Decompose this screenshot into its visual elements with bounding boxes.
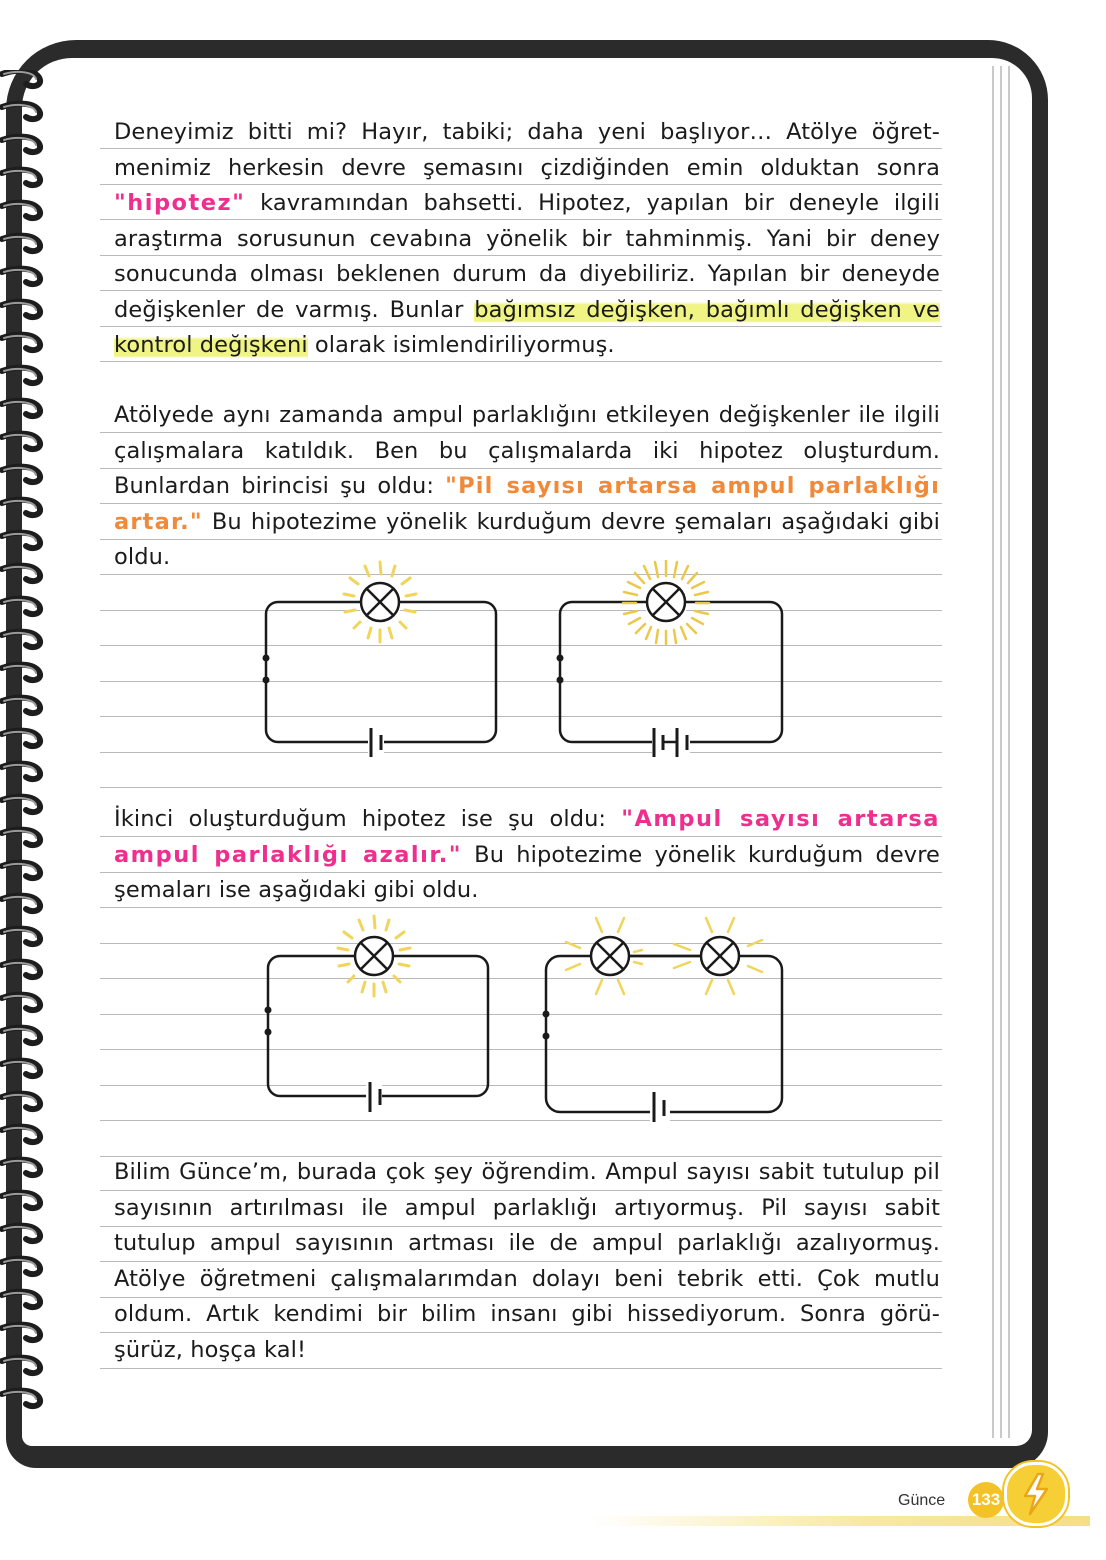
circuit-one-bulb-one-cell (265, 916, 489, 1112)
hipotez-term: "hipotez" (114, 190, 246, 216)
ruled-line (100, 1368, 942, 1369)
lightning-bolt-icon (1007, 1465, 1065, 1523)
first-hypothesis: "Pil sayısı artarsa ampul parlaklığı artar." (114, 473, 940, 535)
paragraph-text: Deneyimiz bitti mi? Hayır, tabiki; daha yeni başlıyor… Atölye öğret-menimiz herkesin devre şemasını çizdiğinden emin olduktan sonra (114, 119, 940, 181)
margin-line (1000, 66, 1002, 1438)
circuit-two-cells-one-bulb (557, 560, 783, 758)
paragraph-text: Bu hipotezime yönelik kurduğum devre şemaları ise aşağıdaki gibi oldu. (114, 841, 940, 903)
paragraph-text: olarak isimlendiriliyormuş. (307, 332, 615, 358)
second-hypothesis: "Ampul sayısı artarsa ampul parlaklığı azalır." (114, 806, 940, 868)
highlighted-variables: bağımsız değişken, bağımlı değişken ve kontrol değişkeni (114, 296, 940, 358)
circuit-two-bulbs-one-cell (543, 918, 783, 1124)
page-number: 133 (968, 1482, 1004, 1518)
spiral-binding (0, 70, 60, 1430)
paragraph-first-hypothesis (114, 398, 940, 576)
paragraph-text: Bu hipotezime yönelik kurduğum devre şemaları aşağıdaki gibi oldu. (114, 508, 940, 570)
footer-badge (1004, 1462, 1068, 1526)
paragraph-intro (114, 115, 940, 364)
margin-line (992, 66, 994, 1438)
paragraph-second-hypothesis (114, 802, 940, 909)
footer-label: Günce (898, 1492, 946, 1509)
paragraph-text: İkinci oluşturduğum hipotez ise şu oldu: (114, 806, 622, 832)
paragraph-conclusion: Bilim Günce’m, burada çok şey öğrendim. Ampul sayısı sabit tutulup pil sayısının artırılması ile ampul parlaklığı artıyormuş. Pil sayısı sabit tutulup ampul sayısının artması ile de ampul parlaklığı azalıyormuş. Atölye öğretmeni çalışmalarımdan dolayı beni tebrik etti. Çok mutlu oldum. Artık kendimi bir bilim insanı gibi hissediyorum. Sonra görü-şürüz, hoşça kal! (114, 1159, 940, 1363)
circuit-set-bulb-count (250, 912, 810, 1124)
paragraph-text: Atölyede aynı zamanda ampul parlaklığını etkileyen değişkenler ile ilgili çalışmalara katıldık. Ben bu çalışmalarda iki hipotez oluşturdum. Bunlardan birincisi şu oldu: (114, 402, 940, 499)
paragraph-text: kavramından bahsetti. Hipotez, yapılan bir deneyle ilgili araştırma sorusunun cevabına yönelik bir tahminmiş. Yani bir deney sonucunda olması beklenen durum da diyebiliriz. Yapılan bir deneyde değişkenler de varmış. Bunlar (114, 190, 940, 323)
margin-line (1008, 66, 1010, 1438)
circuit-one-cell-one-bulb (263, 562, 497, 758)
ruled-line (100, 787, 942, 788)
circuit-set-battery-count (250, 560, 810, 760)
